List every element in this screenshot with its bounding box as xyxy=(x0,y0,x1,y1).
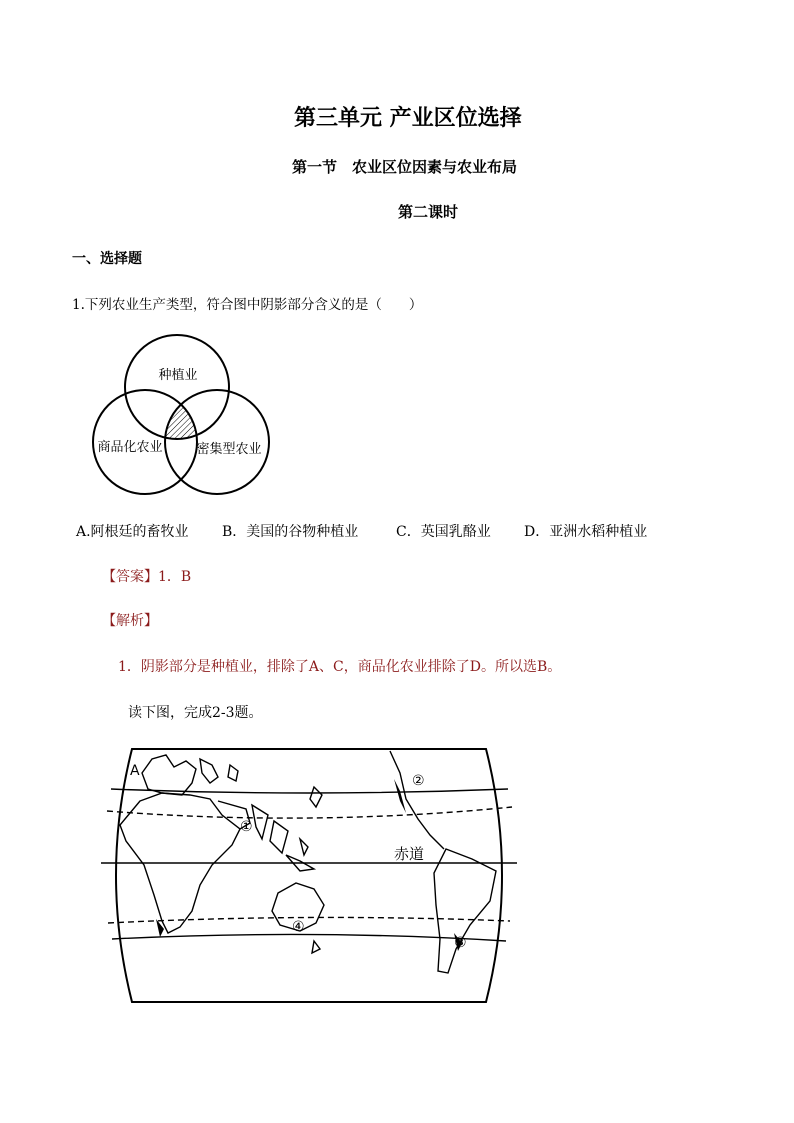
map-frame xyxy=(116,749,502,1002)
marker-4: ④ xyxy=(292,919,305,935)
tropic-north-solid xyxy=(111,789,508,793)
marker-3: ③ xyxy=(454,935,467,951)
tropic-north-dashed xyxy=(107,807,512,818)
analysis-tag: 【解析】 xyxy=(102,613,158,629)
lesson-label: 第二课时 xyxy=(398,203,459,221)
tropic-south-dashed xyxy=(108,917,510,923)
marker-1: ① xyxy=(240,819,253,835)
option-b: B．美国的谷物种植业 xyxy=(222,524,359,540)
north-america-outline xyxy=(390,751,444,849)
option-c: C．英国乳酪业 xyxy=(396,524,491,540)
venn-label-top: 种植业 xyxy=(158,368,198,383)
option-a: A.阿根廷的畜牧业 xyxy=(76,524,189,540)
question-1-stem: 1.下列农业生产类型，符合图中阴影部分含义的是（ ） xyxy=(72,297,423,313)
answer-tag: 【答案】 xyxy=(102,569,158,585)
marker-2: ② xyxy=(412,773,425,789)
answer-line xyxy=(102,566,191,586)
europe-outline xyxy=(142,755,196,795)
option-d: D．亚洲水稻种植业 xyxy=(524,524,648,540)
world-map xyxy=(100,743,518,1008)
question-1-options xyxy=(76,521,647,541)
south-america-outline xyxy=(434,849,496,973)
page-title: 第三单元 产业区位选择 xyxy=(294,105,522,131)
section-heading: 一、选择题 xyxy=(72,251,142,267)
map-letter-a: A xyxy=(130,763,140,779)
read-prompt: 读下图，完成2-3题。 xyxy=(128,705,263,721)
tropic-south-solid xyxy=(112,934,506,941)
equator-label: 赤道 xyxy=(394,845,425,863)
venn-diagram xyxy=(85,330,285,500)
section-subtitle: 第一节 农业区位因素与农业布局 xyxy=(292,158,518,176)
venn-label-left: 商品化农业 xyxy=(97,440,163,455)
answer-text: 1．B xyxy=(158,569,192,585)
venn-label-right: 密集型农业 xyxy=(196,442,262,457)
analysis-text: 1．阴影部分是种植业，排除了A、C，商品化农业排除了D。所以选B。 xyxy=(118,659,562,675)
